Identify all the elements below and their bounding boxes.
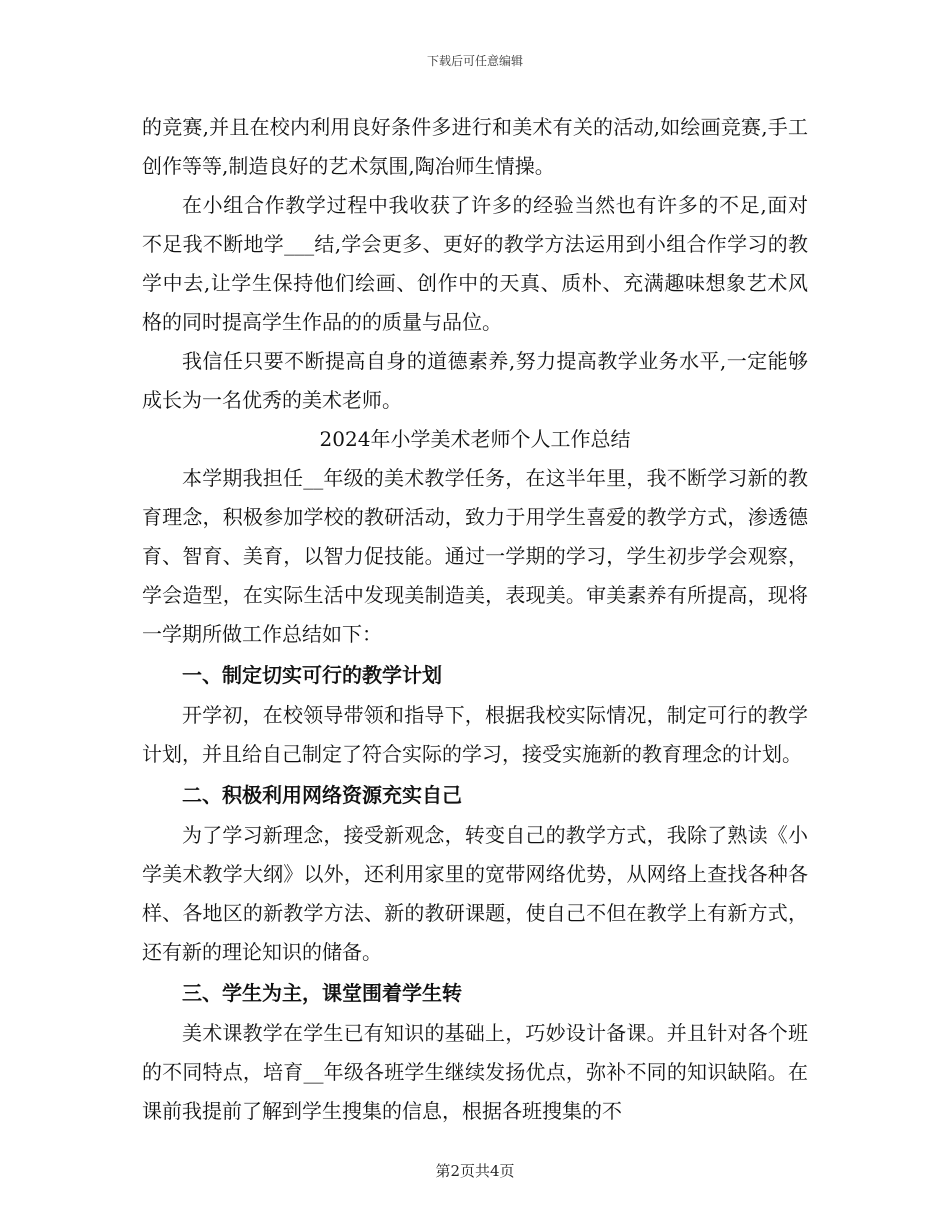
paragraph: 为了学习新理念，接受新观念，转变自己的教学方式，我除了熟读《小学美术教学大纲》以外，还利用家里的宽带网络优势，从网络上查找各种各样、各地区的新教学方法、新的教研课题，使自己不但在教学上有新方式，还有新的理论知识的储备。 [142, 823, 808, 964]
section-title: 2024年小学美术老师个人工作总结 [319, 427, 631, 451]
section-heading: 三、学生为主，课堂围着学生转 [182, 981, 462, 1005]
paragraph: 本学期我担任__年级的美术教学任务，在这半年里，我不断学习新的教育理念，积极参加学校的教研活动，致力于用学生喜爱的教学方式，渗透德育、智育、美育，以智力促技能。通过一学期的学习，学生初步学会观察，学会造型，在实际生活中发现美制造美，表现美。审美素养有所提高，现将一学期所做工作总结如下： [142, 466, 808, 646]
paragraph: 在小组合作教学过程中我收获了许多的经验当然也有许多的不足,面对不足我不断地学___结,学会更多、更好的教学方法运用到小组合作学习的教学中去,让学生保持他们绘画、创作中的天真、质朴、充满趣味想象艺术风格的同时提高学生作品的的质量与品位。 [142, 193, 808, 334]
document-body [142, 108, 808, 1131]
paragraph: 美术课教学在学生已有知识的基础上，巧妙设计备课。并且针对各个班的不同特点，培育__年级各班学生继续发扬优点，弥补不同的知识缺陷。在课前我提前了解到学生搜集的信息，根据各班搜集的不 [142, 1021, 808, 1123]
page-header: 下载后可任意编辑 [426, 54, 523, 68]
paragraph: 的竞赛,并且在校内利用良好条件多进行和美术有关的活动,如绘画竞赛,手工创作等等,制造良好的艺术氛围,陶冶师生情操。 [142, 115, 808, 178]
paragraph: 我信任只要不断提高自身的道德素养,努力提高教学业务水平,一定能够成长为一名优秀的美术老师。 [142, 349, 808, 412]
section-heading: 二、积极利用网络资源充实自己 [182, 783, 462, 807]
page-footer: 第2页共4页 [435, 1162, 515, 1180]
paragraph: 开学初，在校领导带领和指导下，根据我校实际情况，制定可行的教学计划，并且给自己制定了符合实际的学习，接受实施新的教育理念的计划。 [142, 703, 808, 766]
section-heading: 一、制定切实可行的教学计划 [182, 663, 442, 687]
